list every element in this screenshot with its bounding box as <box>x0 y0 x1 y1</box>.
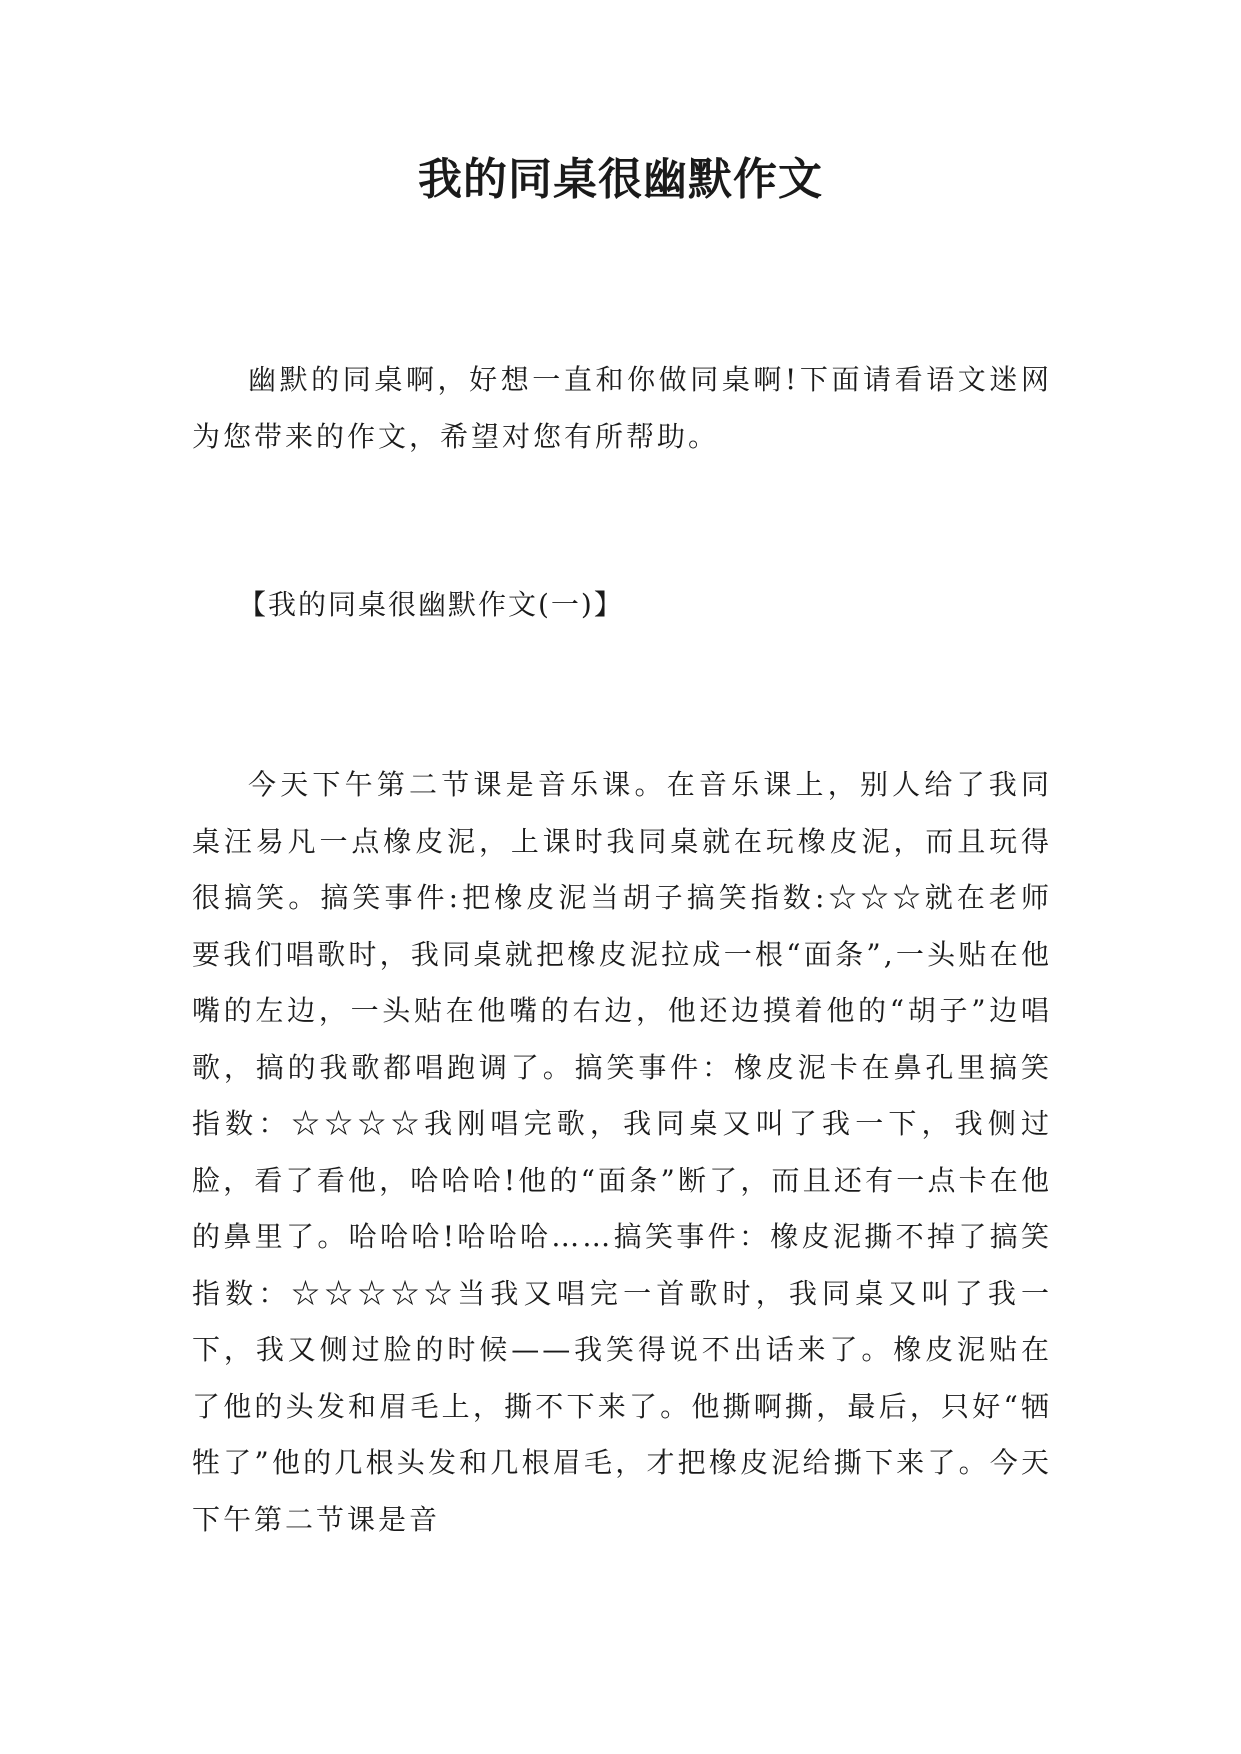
body-paragraph: 今天下午第二节课是音乐课。在音乐课上，别人给了我同桌汪易凡一点橡皮泥，上课时我同桌就在玩橡皮泥，而且玩得很搞笑。搞笑事件:把橡皮泥当胡子搞笑指数:☆☆☆就在老师要我们唱歌时，我同桌就把橡皮泥拉成一根“面条”,一头贴在他嘴的左边，一头贴在他嘴的右边，他还边摸着他的“胡子”边唱歌，搞的我歌都唱跑调了。搞笑事件：橡皮泥卡在鼻孔里搞笑指数：☆☆☆☆我刚唱完歌，我同桌又叫了我一下，我侧过脸，看了看他，哈哈哈!他的“面条”断了，而且还有一点卡在他的鼻里了。哈哈哈!哈哈哈……搞笑事件：橡皮泥撕不掉了搞笑指数：☆☆☆☆☆当我又唱完一首歌时，我同桌又叫了我一下，我又侧过脸的时候——我笑得说不出话来了。橡皮泥贴在了他的头发和眉毛上，撕不下来了。他撕啊撕，最后，只好“牺牲了”他的几根头发和几根眉毛，才把橡皮泥给撕下来了。今天下午第二节课是音 <box>192 768 1052 1536</box>
intro-paragraph: 幽默的同桌啊，好想一直和你做同桌啊!下面请看语文迷网为您带来的作文，希望对您有所帮助。 <box>192 363 1052 453</box>
section-heading: 【我的同桌很幽默作文(一)】 <box>238 588 624 621</box>
document-title: 我的同桌很幽默作文 <box>418 154 823 205</box>
